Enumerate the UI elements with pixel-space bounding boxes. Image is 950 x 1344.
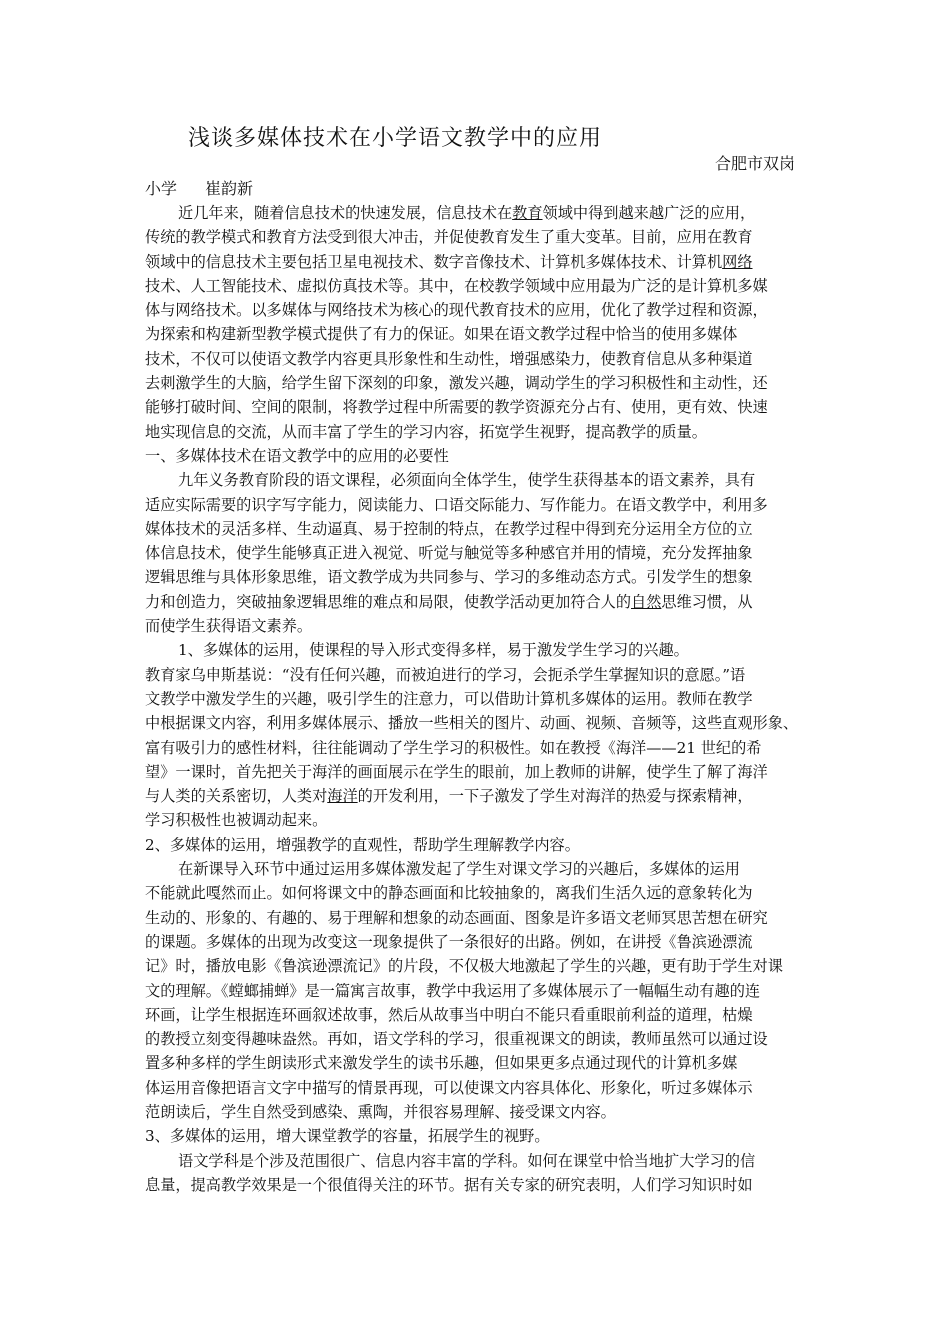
body-line: 适应实际需要的识字写字能力，阅读能力、口语交际能力、写作能力。在语文教学中，利用多	[145, 495, 768, 514]
body-line: 媒体技术的灵活多样、生动逼真、易于控制的特点，在教学过程中得到充分运用全方位的立	[145, 519, 753, 538]
body-line: 的课题。多媒体的出现为改变这一现象提供了一条很好的出路。例如，在讲授《鲁滨逊漂流	[145, 932, 753, 951]
body-line: 能够打破时间、空间的限制，将教学过程中所需要的教学资源充分占有、使用，更有效、快速	[145, 398, 768, 417]
hyperlink-word[interactable]: 网络	[722, 252, 753, 271]
body-line: 的教授立刻变得趣味盎然。再如，语文学科的学习，很重视课文的朗读，教师虽然可以通过设	[145, 1030, 768, 1049]
body-line: 力和创造力，突破抽象逻辑思维的难点和局限，使教学活动更加符合人的自然思维习惯，从	[145, 592, 753, 611]
body-line: 教育家乌申斯基说：“没有任何兴趣，而被迫进行的学习，会扼杀学生掌握知识的意愿。”语	[145, 665, 746, 684]
body-line: 记》时，播放电影《鲁滨逊漂流记》的片段，不仅极大地激起了学生的兴趣，更有助于学生对课	[145, 957, 783, 976]
body-line: 3、多媒体的运用，增大课堂教学的容量，拓展学生的视野。	[145, 1127, 550, 1146]
body-line: 一、多媒体技术在语文教学中的应用的必要性	[145, 446, 449, 465]
body-line: 而使学生获得语文素养。	[145, 617, 313, 636]
body-line: 文教学中激发学生的兴趣，吸引学生的注意力，可以借助计算机多媒体的运用。教师在教学	[145, 689, 753, 708]
body-line: 2、多媒体的运用，增强教学的直观性，帮助学生理解教学内容。	[145, 835, 580, 854]
body-line: 体与网络技术。以多媒体与网络技术为核心的现代教育技术的应用，优化了教学过程和资源，	[145, 301, 768, 320]
body-line: 与人类的关系密切，人类对海洋的开发利用，一下子激发了学生对海洋的热爱与探索精神，	[145, 787, 753, 806]
body-line: 地实现信息的交流，从而丰富了学生的学习内容，拓宽学生视野，提高教学的质量。	[145, 422, 707, 441]
body-line: 技术、人工智能技术、虚拟仿真技术等。其中，在校教学领域中应用最为广泛的是计算机多媒	[145, 276, 768, 295]
body-line: 置多种多样的学生朗读形式来激发学生的读书乐趣，但如果更多点通过现代的计算机多媒	[145, 1054, 738, 1073]
body-line: 逻辑思维与具体形象思维，语文教学成为共同参与、学习的多维动态方式。引发学生的想象	[145, 568, 753, 587]
article-title: 浅谈多媒体技术在小学语文教学中的应用	[188, 126, 603, 151]
body-line: 技术，不仅可以使语文教学内容更具形象性和生动性，增强感染力，使教育信息从多种渠道	[145, 349, 753, 368]
body-line: 在新课导入环节中通过运用多媒体激发起了学生对课文学习的兴趣后，多媒体的运用	[178, 860, 740, 879]
hyperlink-word[interactable]: 教育	[512, 204, 543, 222]
byline-author	[145, 176, 253, 199]
body-line: 富有吸引力的感性材料，往往能调动了学生学习的积极性。如在教授《海洋——21 世纪的希	[145, 738, 762, 757]
body-line: 近几年来，随着信息技术的快速发展，信息技术在教育领域中得到越来越广泛的应用，	[178, 204, 756, 222]
hyperlink-word[interactable]: 海洋	[327, 787, 358, 806]
body-line: 领域中的信息技术主要包括卫星电视技术、数字音像技术、计算机多媒体技术、计算机网络	[145, 252, 753, 271]
body-line: 学习积极性也被调动起来。	[145, 811, 328, 830]
body-line: 为探索和构建新型教学模式提供了有力的保证。如果在语文教学过程中恰当的使用多媒体	[145, 325, 738, 344]
body-line: 不能就此嘎然而止。如何将课文中的静态画面和比较抽象的，离我们生活久远的意象转化为	[145, 884, 753, 903]
body-line: 生动的、形象的、有趣的、易于理解和想象的动态画面、图象是许多语文老师冥思苦想在研究	[145, 908, 768, 927]
body-line: 1、多媒体的运用，使课程的导入形式变得多样，易于激发学生学习的兴趣。	[178, 641, 689, 660]
body-line: 语文学科是个涉及范围很广、信息内容丰富的学科。如何在课堂中恰当地扩大学习的信	[178, 1151, 756, 1170]
body-line: 体信息技术，使学生能够真正进入视觉、听觉与触觉等多种感官并用的情境，充分发挥抽象	[145, 544, 753, 563]
byline-school: 小学	[145, 179, 178, 198]
body-line: 去刺激学生的大脑，给学生留下深刻的印象，激发兴趣，调动学生的学习积极性和主动性，还	[145, 374, 768, 393]
byline-location: 合肥市双岗	[715, 154, 796, 173]
body-line: 九年义务教育阶段的语文课程，必须面向全体学生，使学生获得基本的语文素养，具有	[178, 471, 756, 490]
article-body	[145, 201, 811, 1197]
body-line: 环画，让学生根据连环画叙述故事，然后从故事当中明白不能只看重眼前利益的道理，枯燥	[145, 1005, 753, 1024]
body-line: 体运用音像把语言文字中描写的情景再现，可以使课文内容具体化、形象化，听过多媒体示	[145, 1078, 753, 1097]
author-name: 崔韵新	[205, 179, 254, 198]
body-line: 传统的教学模式和教育方法受到很大冲击，并促使教育发生了重大变革。目前，应用在教育	[145, 228, 753, 247]
body-line: 文的理解。《螳螂捕蝉》是一篇寓言故事，教学中我运用了多媒体展示了一幅幅生动有趣的连	[145, 981, 761, 1000]
body-line: 息量，提高教学效果是一个很值得关注的环节。据有关专家的研究表明，人们学习知识时如	[145, 1175, 753, 1194]
body-line: 中根据课文内容，利用多媒体展示、播放一些相关的图片、动画、视频、音频等，这些直观形象、	[145, 714, 799, 733]
hyperlink-word[interactable]: 自然	[631, 592, 662, 611]
body-line: 望》一课时，首先把关于海洋的画面展示在学生的眼前，加上教师的讲解，使学生了解了海洋	[145, 762, 768, 781]
body-line: 范朗读后，学生自然受到感染、熏陶，并很容易理解、接受课文内容。	[145, 1102, 616, 1121]
